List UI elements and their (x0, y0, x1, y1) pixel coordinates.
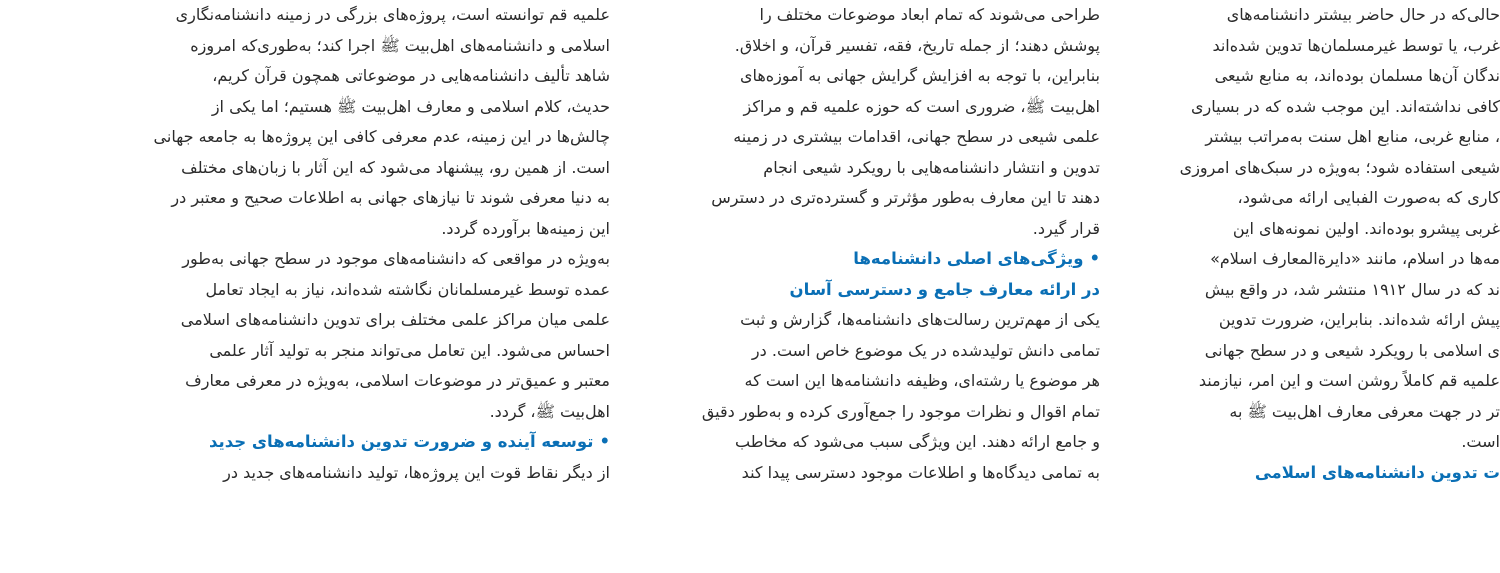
paragraph-line: طراحی می‌شوند که تمام ابعاد موضوعات مختلف را (759, 5, 1100, 24)
paragraph-line: غرب، یا توسط غیرمسلمان‌ها تدوین شده‌اند (1212, 35, 1500, 55)
paragraph-line: شیعی استفاده شود؛ به‌ویژه در سبک‌های امروزی (1179, 157, 1500, 177)
column-middle (638, 0, 1100, 573)
paragraph-line: ی اسلامی با رویکرد شیعی و در سطح جهانی (1204, 340, 1500, 360)
paragraph-line: اهل‌بیت ﷺ، ضروری است که حوزه علمیه قم و مراکز (743, 96, 1100, 116)
paragraph-line: چالش‌ها در این زمینه، عدم معرفی کافی این پروژه‌ها به جامعه جهانی (153, 127, 610, 146)
paragraph-line: این زمینه‌ها برآورده گردد. (441, 218, 610, 238)
paragraph-line: ‌تر در جهت معرفی معارف اهل‌بیت ﷺ به (1229, 401, 1500, 421)
paragraph-line: تدوین و انتشار دانشنامه‌هایی با رویکرد شیعی انجام (763, 157, 1100, 177)
paragraph-line: شاهد تألیف دانشنامه‌هایی در موضوعاتی همچون قرآن کریم، (212, 66, 610, 85)
column-left (0, 0, 610, 573)
paragraph-line: معتبر و عمیق‌تر در موضوعات اسلامی، به‌ویژه در معرفی معارف (185, 371, 610, 390)
paragraph-line: است. از همین رو، پیشنهاد می‌شود که این آثار با زبان‌های مختلف (181, 157, 610, 177)
paragraph-line: تمامی دانش تولیدشده در یک موضوع خاص است. در (751, 340, 1100, 360)
paragraph-line: اهل‌بیت ﷺ، گردد. (489, 401, 610, 421)
paragraph-line: حالی‌که در حال حاضر بیشتر دانشنامه‌های (1226, 5, 1500, 24)
paragraph-line: مه‌ها در اسلام، مانند «دایرة‌المعارف اسلام» (1210, 249, 1500, 268)
paragraph-line: ند که در سال ۱۹۱۲ منتشر شد، در واقع بیش (1204, 279, 1500, 299)
paragraph-line: عمده توسط غیرمسلمانان نگاشته شده‌اند، نیاز به ایجاد تعامل (205, 279, 610, 299)
paragraph-line: به دنیا معرفی شوند تا نیازهای جهانی به اطلاعات صحیح و معتبر در (171, 188, 610, 207)
paragraph-line: هر موضوع یا رشته‌ای، وظیفه دانشنامه‌ها این است که (744, 371, 1100, 390)
section-heading-text: توسعه آینده و ضرورت تدوین دانشنامه‌های جدید (209, 432, 594, 451)
paragraph-line: اسلامی و دانشنامه‌های اهل‌بیت ﷺ اجرا کند؛ به‌طوری‌که امروزه (190, 35, 610, 55)
section-heading-text: ویژگی‌های اصلی دانشنامه‌ها (853, 249, 1084, 268)
paragraph-line: یکی از مهم‌ترین رسالت‌های دانشنامه‌ها، گزارش و ثبت (740, 310, 1100, 329)
paragraph-line: پوشش دهند؛ از جمله تاریخ، فقه، تفسیر قرآن، و اخلاق. (734, 35, 1100, 55)
section-heading (638, 244, 1100, 275)
paragraph-line: به تمامی دیدگاه‌ها و اطلاعات موجود دسترسی پیدا کند (741, 462, 1100, 482)
section-heading-continued: در ارائه معارف جامع و دسترسی آسان (789, 279, 1100, 299)
paragraph-line: علمیه قم توانسته است، پروژه‌های بزرگی در زمینه دانشنامه‌نگاری (175, 5, 610, 24)
paragraph-line: ندگان آن‌ها مسلمان بوده‌اند، به منابع شیعی (1214, 66, 1500, 85)
bullet-icon: • (599, 432, 610, 451)
paragraph-line: قرار گیرد. (1032, 218, 1100, 238)
column-right (1128, 0, 1500, 573)
paragraph-line: دهند تا این معارف به‌طور مؤثرتر و گسترده‌تری در دسترس (711, 188, 1100, 207)
paragraph-line: از دیگر نقاط قوت این پروژه‌ها، تولید دانشنامه‌های جدید در (223, 462, 610, 482)
paragraph-line: علمیه قم کاملاً روشن است و این امر، نیازمند (1198, 371, 1500, 390)
paragraph-line: کاری که به‌صورت الفبایی ارائه می‌شود، (1237, 188, 1500, 207)
paragraph-line: است. (1461, 432, 1500, 451)
paragraph-line: بنابراین، با توجه به افزایش گرایش جهانی به آموزه‌های (739, 66, 1100, 85)
bullet-icon: • (1089, 249, 1100, 268)
section-heading (0, 427, 610, 458)
paragraph-line: ، منابع غربی، منابع اهل سنت به‌مراتب بیشتر (1205, 127, 1500, 146)
section-heading: ت تدوین دانشنامه‌های اسلامی (1254, 462, 1500, 482)
paragraph-line: حدیث، کلام اسلامی و معارف اهل‌بیت ﷺ هستیم؛ اما یکی از (211, 96, 610, 116)
paragraph-line: و جامع ارائه دهند. این ویژگی سبب می‌شود که مخاطب (735, 432, 1100, 451)
paragraph-line: غربی پیشرو بوده‌اند. اولین نمونه‌های این (1232, 218, 1500, 238)
paragraph-line: به‌ویژه در مواقعی که دانشنامه‌های موجود در سطح جهانی به‌طور (182, 249, 610, 268)
paragraph-line: کافی نداشته‌اند. این موجب شده که در بسیاری (1191, 96, 1500, 116)
paragraph-line: پیش ارائه شده‌اند. بنابراین، ضرورت تدوین (1218, 310, 1500, 329)
paragraph-line: احساس می‌شود. این تعامل می‌تواند منجر به تولید آثار علمی (209, 340, 610, 360)
paragraph-line: علمی میان مراکز علمی مختلف برای تدوین دانشنامه‌های اسلامی (180, 310, 610, 329)
paragraph-line: علمی شیعی در سطح جهانی، اقدامات بیشتری در زمینه (733, 127, 1100, 146)
paragraph-line: تمام اقوال و نظرات موجود را جمع‌آوری کرده و به‌طور دقیق (701, 401, 1100, 421)
